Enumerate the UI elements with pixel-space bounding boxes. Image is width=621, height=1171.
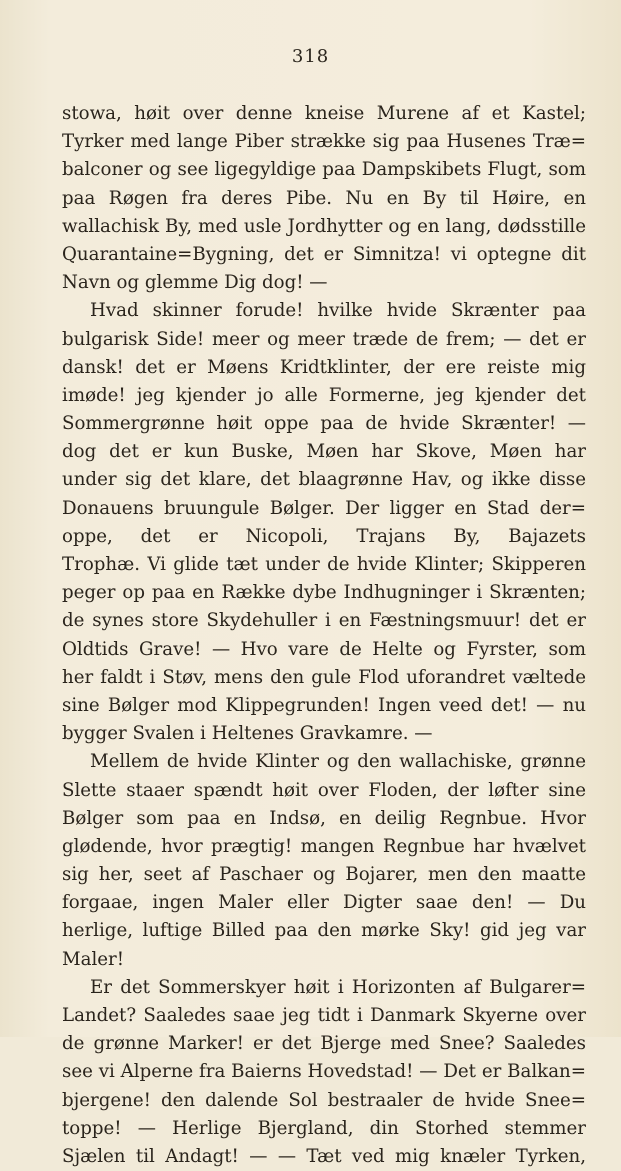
text-line: peger op paa en Række dybe Indhugninger i Skrænten; bbox=[62, 582, 586, 604]
text-line: sine Bølger mod Klippegrunden! Ingen veed det! — nu bbox=[62, 694, 586, 716]
text-line: Trophæ. Vi glide tæt under de hvide Klinter; Skipperen bbox=[62, 554, 586, 575]
text-line: Sommergrønne høit oppe paa de hvide Skrænter! — bbox=[62, 413, 586, 435]
text-line: Mellem de hvide Klinter og den wallachiske, grønne bbox=[90, 751, 586, 773]
text-line: Navn og glemme Dig dog! — bbox=[62, 272, 328, 294]
text-line: glødende, hvor prægtig! mangen Regnbue har hvælvet bbox=[62, 835, 586, 857]
text-line: de grønne Marker! er det Bjerge med Snee? Saaledes bbox=[62, 1033, 586, 1055]
text-line: sig her, seet af Paschaer og Bojarer, men den maatte bbox=[62, 864, 586, 886]
text-line: Bølger som paa en Indsø, en deilig Regnbue. Hvor bbox=[62, 807, 586, 829]
text-line: herlige, luftige Billed paa den mørke Sky! gid jeg var bbox=[62, 920, 586, 942]
text-line: under sig det klare, det blaagrønne Hav, og ikke disse bbox=[62, 469, 586, 491]
text-line: Sjælen til Andagt! — — Tæt ved mig knæler Tyrken, bbox=[62, 1145, 586, 1167]
text-line: Maler! bbox=[62, 948, 125, 970]
text-line: bulgarisk Side! meer og meer træde de frem; — det er bbox=[62, 328, 586, 350]
text-line: Tyrker med lange Piber strække sig paa Husenes Træ= bbox=[62, 131, 586, 153]
text-line: wallachisk By, med usle Jordhytter og en lang, dødsstille bbox=[62, 215, 586, 237]
page-number: 318 bbox=[291, 46, 330, 67]
text-line: imøde! jeg kjender jo alle Formerne, jeg kjender det bbox=[62, 384, 586, 406]
text-line: Oldtids Grave! — Hvo vare de Helte og Fyrster, som bbox=[62, 638, 586, 660]
text-line: see vi Alperne fra Baierns Hovedstad! — Det er Balkan= bbox=[62, 1061, 586, 1083]
text-line: toppe! — Herlige Bjergland, din Storhed stemmer bbox=[62, 1117, 586, 1139]
text-line: dansk! det er Møens Kridtklinter, der ere reiste mig bbox=[62, 356, 586, 378]
text-line: balconer og see ligegyldige paa Dampskibets Flugt, som bbox=[62, 159, 586, 181]
text-line: stowa, høit over denne kneise Murene af et Kastel; bbox=[62, 103, 586, 124]
text-line: bjergene! den dalende Sol bestraaler de hvide Snee= bbox=[62, 1089, 586, 1111]
text-line: Donauens bruungule Bølger. Der ligger en Stad der= bbox=[62, 497, 586, 519]
text-line: Slette staaer spændt høit over Floden, der løfter sine bbox=[62, 779, 586, 801]
text-line: Landet? Saaledes saae jeg tidt i Danmark Skyerne over bbox=[62, 1005, 586, 1026]
text-line: de synes store Skydehuller i en Fæstningsmuur! det er bbox=[62, 610, 586, 632]
text-line: oppe, det er Nicopoli, Trajans By, Bajazets bbox=[62, 525, 586, 547]
text-line: bygger Svalen i Heltenes Gravkamre. — bbox=[62, 723, 433, 745]
body-text bbox=[62, 100, 586, 1171]
text-line: forgaae, ingen Maler eller Digter saae den! — Du bbox=[62, 892, 586, 914]
text-line: dog det er kun Buske, Møen har Skove, Møen har bbox=[62, 441, 586, 463]
text-line: Er det Sommerskyer høit i Horizonten af Bulgarer= bbox=[90, 976, 586, 998]
text-line: paa Røgen fra deres Pibe. Nu en By til Høire, en bbox=[62, 187, 586, 209]
text-line: Quarantaine=Bygning, det er Simnitza! vi optegne dit bbox=[62, 243, 586, 265]
text-line: Hvad skinner forude! hvilke hvide Skrænter paa bbox=[90, 300, 586, 322]
text-line: her faldt i Støv, mens den gule Flod uforandret væltede bbox=[62, 666, 586, 688]
